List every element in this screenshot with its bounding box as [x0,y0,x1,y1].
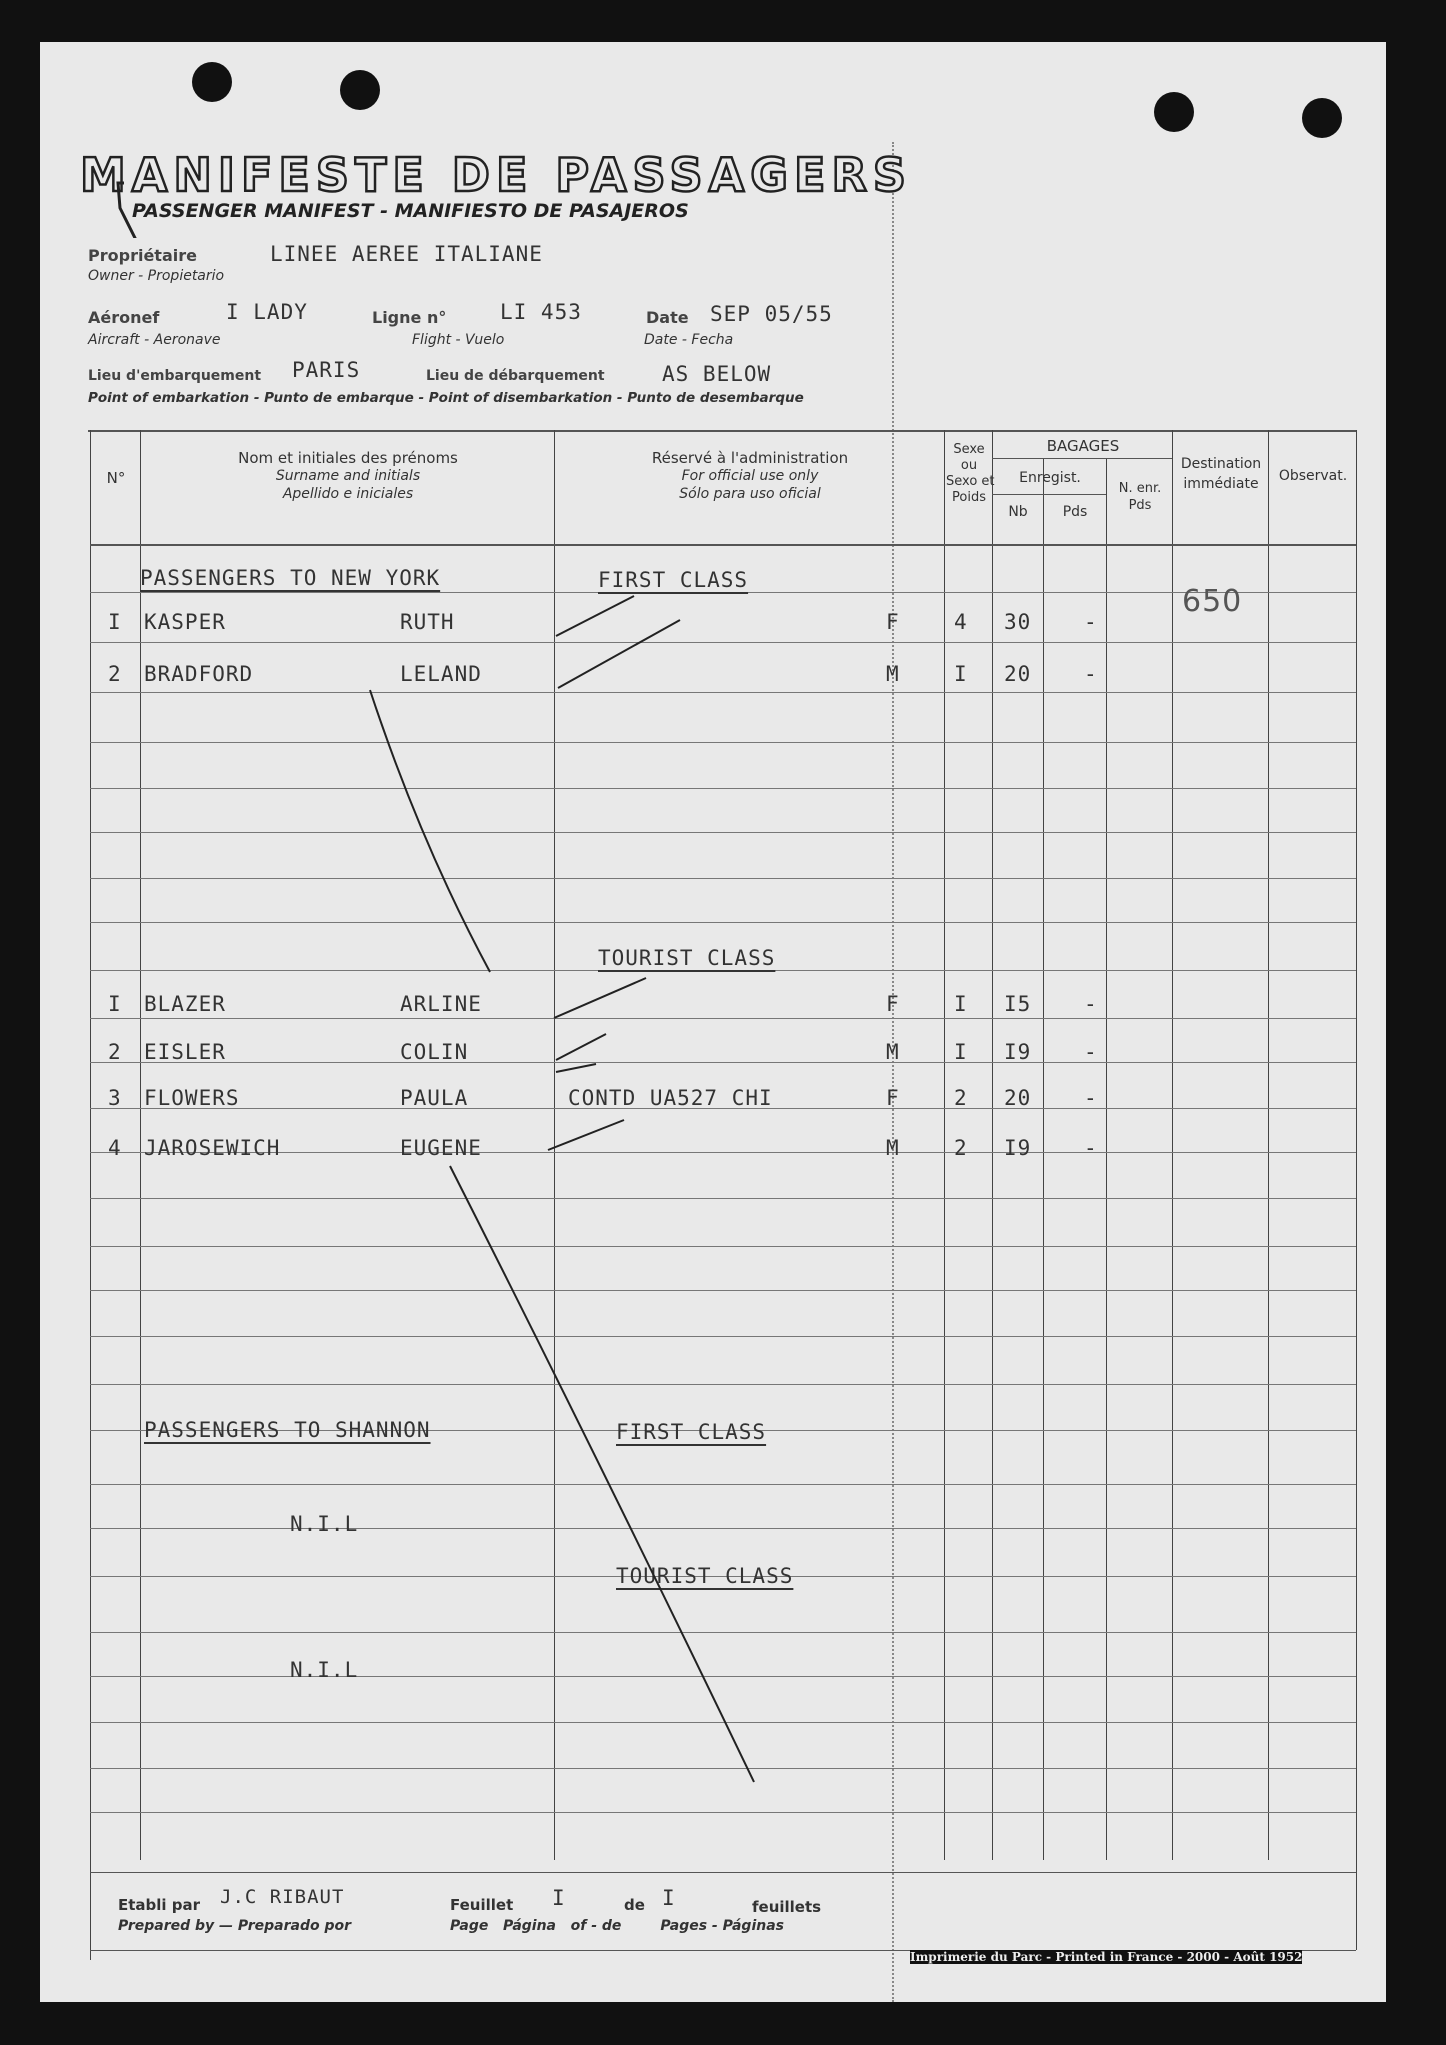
aircraft-sublabel: Aircraft - Aeronave [88,332,221,348]
row-surname: BRADFORD [144,662,254,686]
col-sex-1: Sexe [953,442,985,457]
aircraft-value: I LADY [226,300,308,324]
disembarkation-label: Lieu de débarquement [426,368,605,384]
row-bag-count: I [954,1040,968,1064]
row-sex: F [886,610,900,634]
col-pds-header: Pds [1062,504,1088,520]
nil-tourist: N.I.L [290,1658,359,1682]
col-sex-3: Sexo et [946,474,995,489]
page-title: MANIFESTE DE PASSAGERS [80,148,913,202]
row-number: 4 [108,1136,122,1160]
row-first-name: RUTH [400,610,455,634]
row-sex: M [886,662,900,686]
row-first-name: PAULA [400,1086,469,1110]
row-bag-weight: 30 [1004,610,1032,634]
nil-first: N.I.L [290,1512,359,1536]
row-admin: CONTD UA527 CHI [568,1086,773,1110]
flight-sublabel: Flight - Vuelo [412,332,505,348]
row-surname: BLAZER [144,992,226,1016]
section-new-york: PASSENGERS TO NEW YORK [140,566,441,590]
col-enregist-header: Enregist. [1019,470,1081,486]
row-bag-count: I [954,992,968,1016]
printer-imprint: Imprimerie du Parc - Printed in France - 2000 - Août 1952 [910,1950,1303,1964]
col-name-en: Surname and initials [275,468,421,484]
col-admin-en: For official use only [681,468,819,484]
row-bag-weight: 20 [1004,662,1032,686]
row-number: 3 [108,1086,122,1110]
row-unregistered: - [1084,1136,1098,1160]
flight-label: Ligne n° [372,308,447,327]
col-admin-fr: Réservé à l'administration [651,449,849,467]
date-value: SEP 05/55 [710,302,833,326]
col-nb-header: Nb [1008,504,1028,520]
col-dest-1: Destination [1180,456,1262,472]
embarkation-value: PARIS [292,358,361,382]
owner-value: LINEE AEREE ITALIANE [270,242,543,266]
row-number: 2 [108,1040,122,1064]
owner-label: Propriétaire [88,246,197,265]
row-sex: M [886,1040,900,1064]
row-number: I [108,992,122,1016]
col-nenr-1: N. enr. [1118,481,1162,496]
date-sublabel: Date - Fecha [644,332,734,348]
row-surname: FLOWERS [144,1086,240,1110]
footer-rule [90,1872,1356,1873]
disembarkation-value: AS BELOW [662,362,772,386]
col-sex-2: ou [960,458,978,473]
section-shannon: PASSENGERS TO SHANNON [144,1418,431,1442]
handwritten-note: 650 [1182,584,1243,619]
section-shannon-first: FIRST CLASS [616,1420,767,1444]
prepared-value: J.C RIBAUT [220,1886,345,1908]
row-bag-weight: I5 [1004,992,1032,1016]
row-bag-weight: 20 [1004,1086,1032,1110]
page-label: Feuillet [450,1896,514,1914]
route-sublabel: Point of embarkation - Punto de embarque - Point of disembarkation - Punto de desembarque [88,390,804,406]
row-first-name: COLIN [400,1040,469,1064]
row-surname: EISLER [144,1040,226,1064]
page-value: I [552,1886,566,1910]
row-bag-count: 4 [954,610,968,634]
page-sublabel: Page Página of - de Pages - Páginas [450,1918,784,1934]
embarkation-label: Lieu d'embarquement [88,368,262,384]
owner-sublabel: Owner - Propietario [88,268,225,284]
row-unregistered: - [1084,610,1098,634]
page-subtitle: PASSENGER MANIFEST - MANIFIESTO DE PASAJEROS [132,200,689,222]
row-sex: M [886,1136,900,1160]
aircraft-label: Aéronef [88,308,160,327]
row-first-name: EUGENE [400,1136,482,1160]
manifest-paper [40,42,1386,2002]
col-nenr-2: Pds [1128,498,1152,513]
col-name-es: Apellido e iniciales [282,486,414,502]
prepared-label: Etabli par [118,1896,201,1914]
row-bag-weight: I9 [1004,1040,1032,1064]
row-bag-weight: I9 [1004,1136,1032,1160]
col-dest-2: immédiate [1183,476,1259,492]
row-number: I [108,610,122,634]
row-unregistered: - [1084,1040,1098,1064]
pen-marks [40,42,1386,2002]
row-sex: F [886,1086,900,1110]
col-admin-es: Sólo para uso oficial [679,486,821,502]
col-bagages-header: BAGAGES [1046,437,1120,455]
col-name-fr: Nom et initiales des prénoms [238,449,458,467]
row-bag-count: I [954,662,968,686]
section-ny-tourist: TOURIST CLASS [598,946,776,970]
row-first-name: LELAND [400,662,482,686]
row-unregistered: - [1084,992,1098,1016]
row-surname: KASPER [144,610,226,634]
row-first-name: ARLINE [400,992,482,1016]
col-sex-4: Poids [952,490,986,505]
of-value: I [662,1886,676,1910]
row-sex: F [886,992,900,1016]
row-number: 2 [108,662,122,686]
row-unregistered: - [1084,662,1098,686]
date-label: Date [646,308,689,327]
pages-label: feuillets [752,1898,822,1916]
row-bag-count: 2 [954,1086,968,1110]
prepared-sublabel: Prepared by — Preparado por [118,1918,351,1934]
row-surname: JAROSEWICH [144,1136,281,1160]
section-shannon-tourist: TOURIST CLASS [616,1564,794,1588]
section-ny-first: FIRST CLASS [598,568,749,592]
col-obs-header: Observat. [1278,468,1348,484]
row-bag-count: 2 [954,1136,968,1160]
col-no-header: N° [106,469,126,487]
row-unregistered: - [1084,1086,1098,1110]
of-label: de [624,1896,645,1914]
flight-value: LI 453 [500,300,582,324]
